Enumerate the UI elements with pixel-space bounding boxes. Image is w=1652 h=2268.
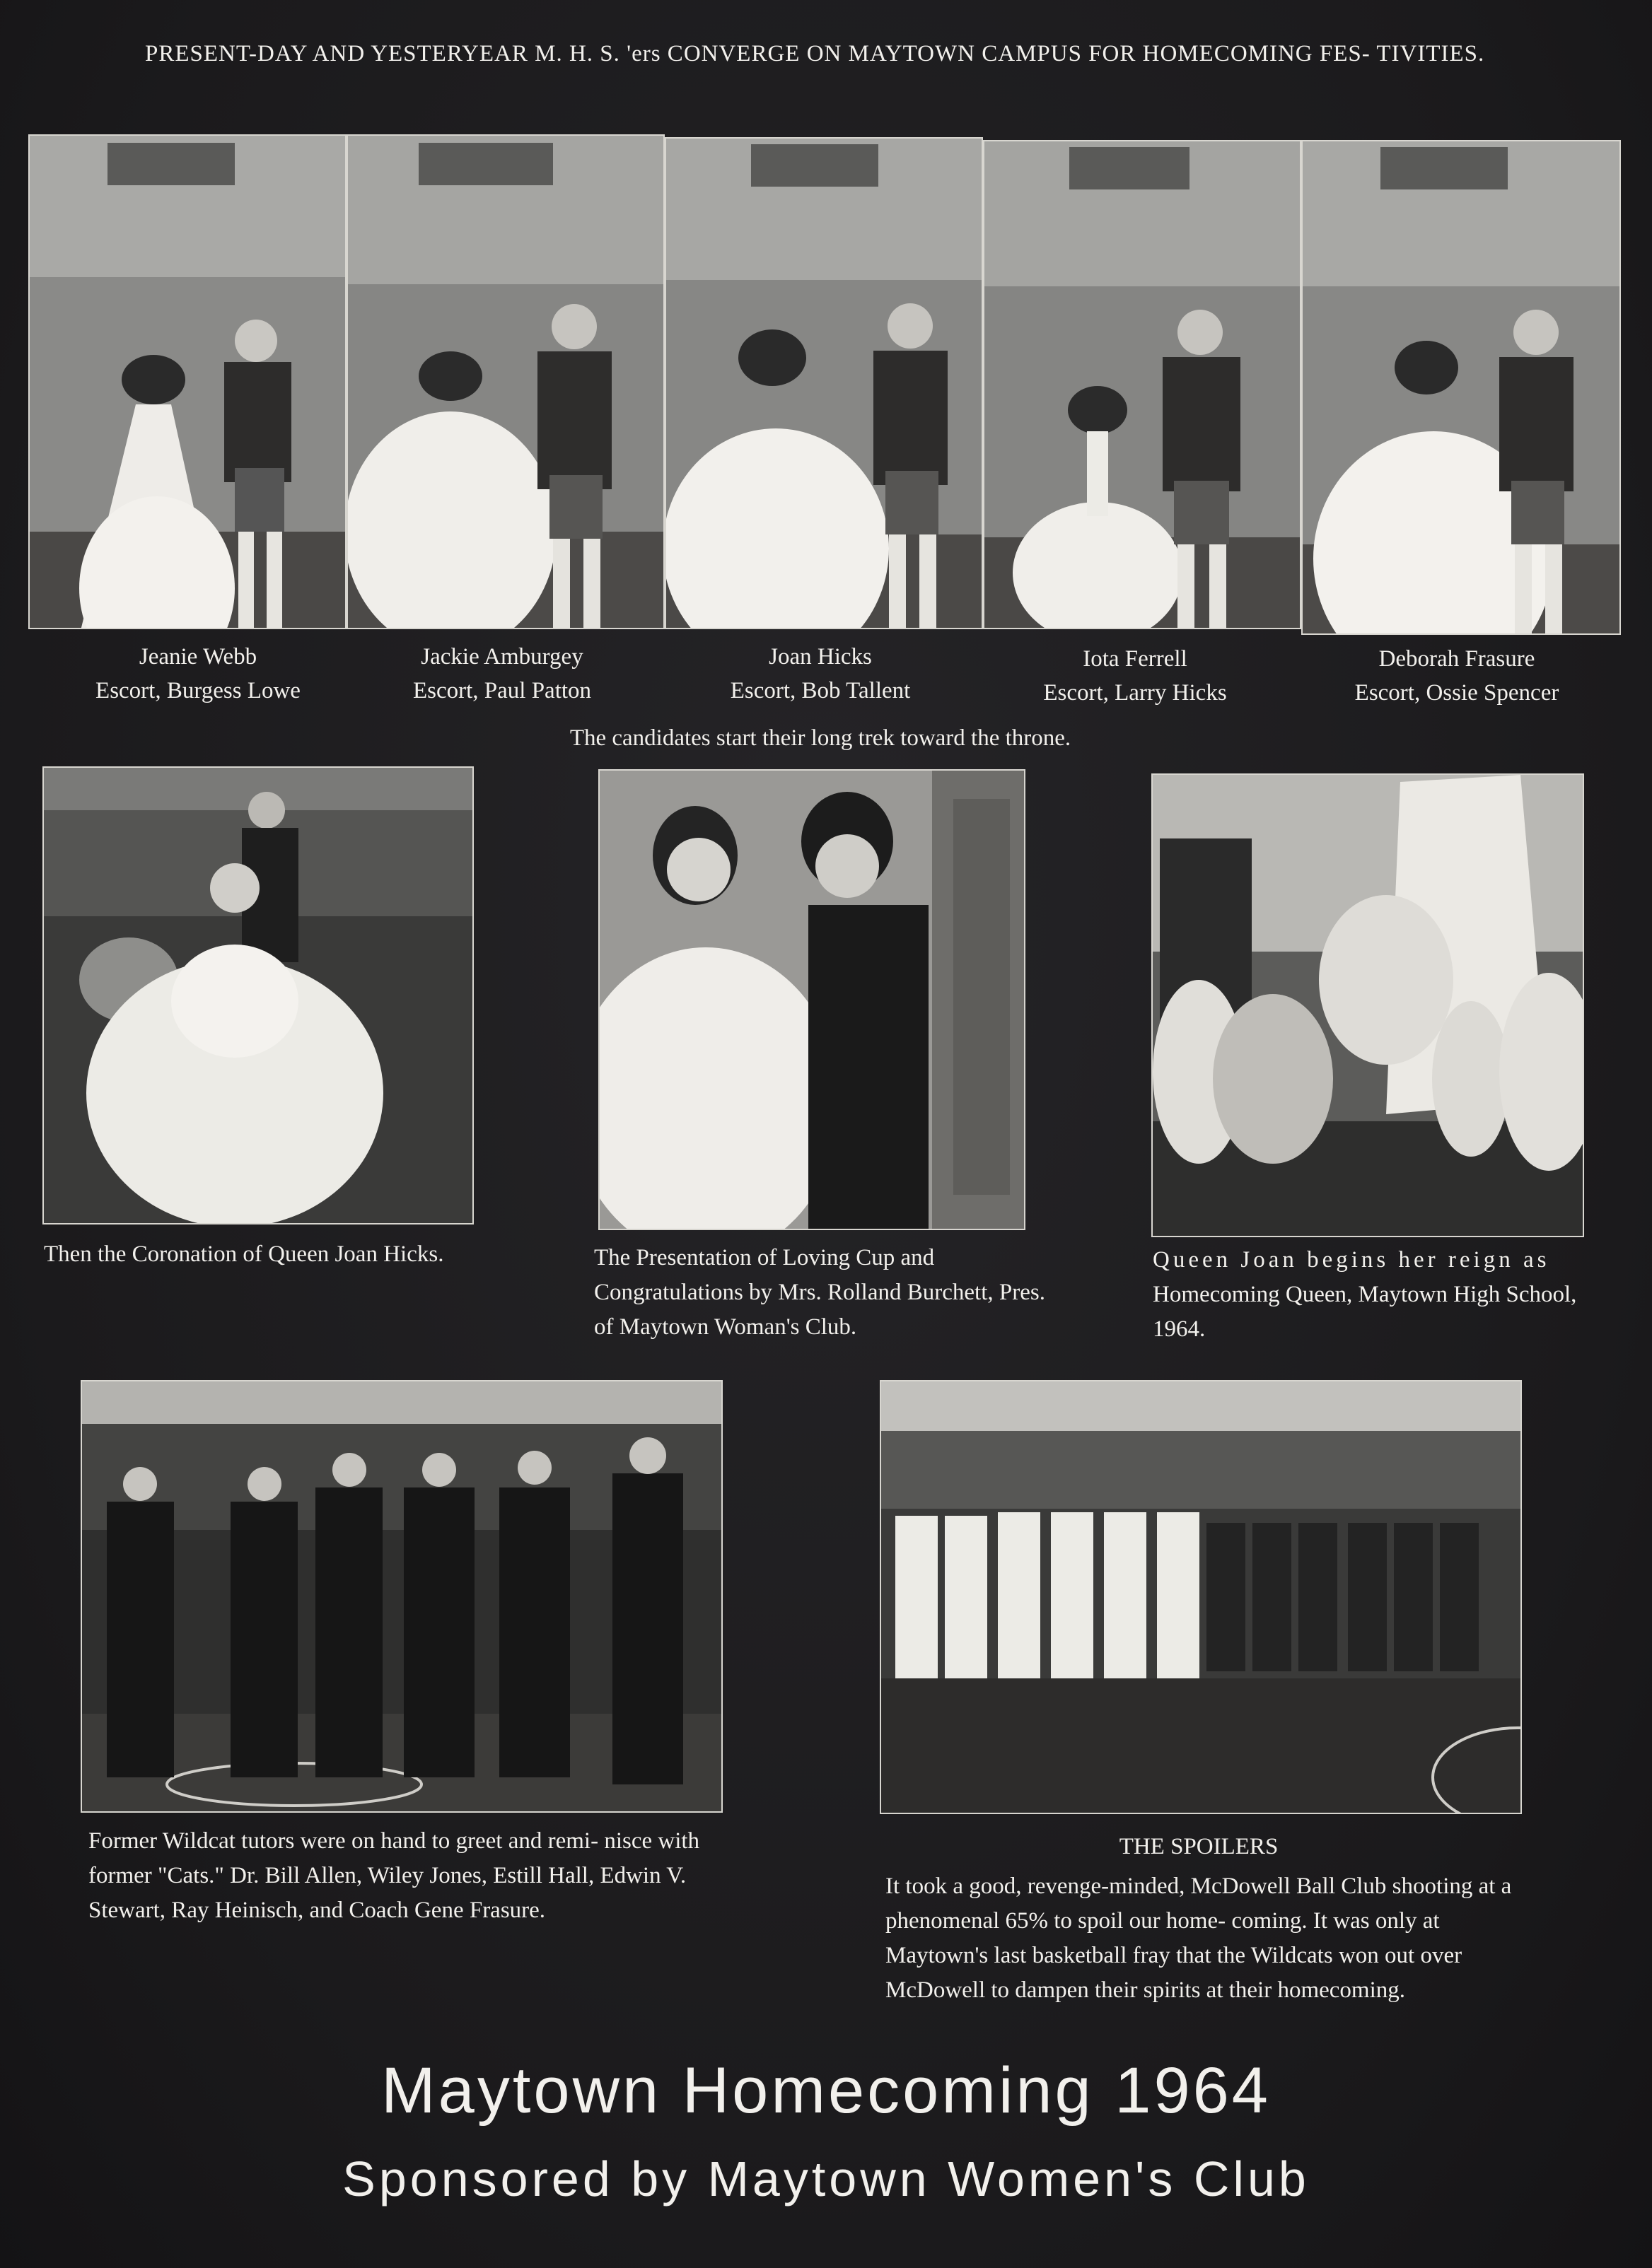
candidate-escort: Escort, Ossie Spencer: [1354, 680, 1559, 706]
candidate-photo-1: [28, 134, 347, 629]
presentation-photo: [598, 769, 1025, 1230]
presentation-caption: The Presentation of Loving Cup and Congratulations by Mrs. Rolland Burchett, Pres. of Maytown Woman's Club.: [594, 1245, 1045, 1340]
candidate-caption-1: [42, 640, 354, 708]
page-title: Maytown Homecoming 1964: [381, 2054, 1271, 2127]
tutors-caption: Former Wildcat tutors were on hand to greet and remi- nisce with former "Cats." Dr. Bill Allen, Wiley Jones, Estill Hall, Edwin V. Stewart, Ray Heinisch, and Coach Gene Frasure.: [88, 1828, 700, 1923]
spoilers-caption: It took a good, revenge-minded, McDowell Ball Club shooting at a phenomenal 65% to spoil our home- coming. It was only at Maytown's last basketball fray that the Wildcats won out over McDowell to dampen their spirits at their homecoming.: [885, 1874, 1512, 2003]
candidate-name: Iota Ferrell: [1083, 646, 1187, 672]
candidate-photo-4: [983, 140, 1301, 629]
candidate-caption-3: [665, 640, 976, 708]
candidates-caption: The candidates start their long trek toward the throne.: [569, 725, 1071, 751]
candidate-photo-5: [1301, 140, 1621, 635]
coronation-caption: Then the Coronation of Queen Joan Hicks.: [44, 1241, 444, 1267]
candidate-name: Deborah Frasure: [1378, 646, 1535, 672]
reign-caption-rest: Homecoming Queen, Maytown High School, 1964.: [1153, 1282, 1577, 1342]
candidate-caption-5: [1301, 642, 1612, 710]
candidate-escort: Escort, Bob Tallent: [730, 678, 911, 703]
candidate-caption-2: [347, 640, 658, 708]
candidate-photo-2: [347, 134, 665, 629]
reign-caption: [1153, 1243, 1591, 1347]
candidate-name: Jackie Amburgey: [421, 644, 583, 670]
candidate-name: Jeanie Webb: [139, 644, 257, 670]
candidate-escort: Escort, Paul Patton: [412, 678, 592, 703]
candidate-escort: Escort, Burgess Lowe: [95, 678, 301, 703]
page-headline: PRESENT-DAY AND YESTERYEAR M. H. S. 'ers CONVERGE ON MAYTOWN CAMPUS FOR HOMECOMING FES- TIVITIES.: [145, 41, 1485, 66]
candidate-escort: Escort, Larry Hicks: [1043, 680, 1227, 706]
spoilers-heading: THE SPOILERS: [1119, 1834, 1279, 1859]
tutors-photo: [81, 1380, 723, 1813]
reign-caption-lead: Queen Joan begins her reign as: [1153, 1247, 1550, 1273]
coronation-photo: [42, 766, 474, 1224]
candidate-caption-4: [979, 642, 1291, 710]
candidate-photo-3: [665, 137, 983, 629]
page-subtitle: Sponsored by Maytown Women's Club: [342, 2151, 1310, 2206]
candidate-name: Joan Hicks: [769, 644, 872, 670]
queen-court-photo: [1151, 773, 1584, 1237]
team-photo: [880, 1380, 1522, 1814]
